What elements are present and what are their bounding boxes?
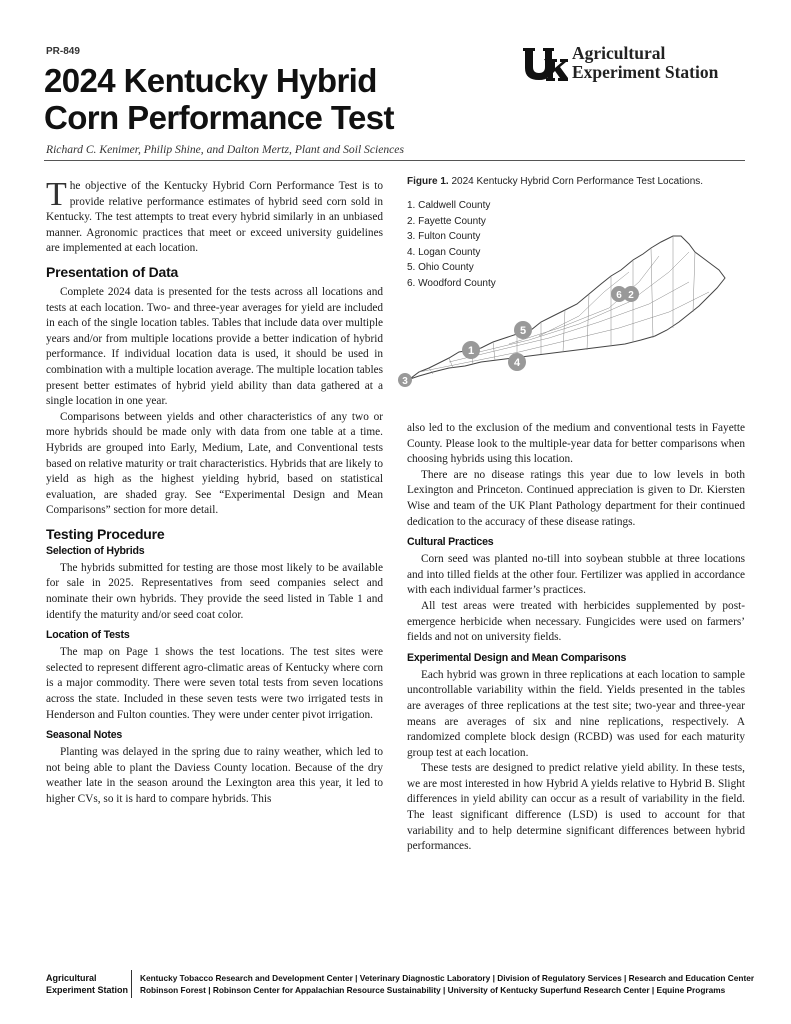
seasonal-paragraph-a: Planting was delayed in the spring due to rainy weather, which led to not being able to plant the Daviess County location. Because of the dry weather late in the season around the Lexington area this year, it led to higher CVs, so it is hard to compare hybrids. This [46, 746, 383, 805]
svg-text:1: 1 [467, 345, 475, 357]
uk-logo-icon [522, 46, 568, 84]
marker-fayette [623, 286, 639, 302]
svg-text:2: 2 [628, 290, 634, 301]
kentucky-map [389, 212, 729, 422]
selection-paragraph: The hybrids submitted for testing are those most likely to be available for sale in 2025. Representatives from seed companies select and nominate their own hybrids. They provide the seed listed in Table 1 and identify the maturity and/or seed coat color. [46, 561, 383, 621]
design-paragraph-1: Each hybrid was grown in three replications at each location to sample uncontrollable variability within the field. Yields presented in the tables are averages of three replications at the test site; two-year and three-year means are averages of six and nine replications, respectively. A randomized complete block design (RCBD) was used for each maturity group test at each location. [407, 668, 745, 759]
page-title [44, 62, 504, 136]
marker-ohio [514, 321, 532, 339]
heading-presentation: Presentation of Data [46, 263, 179, 280]
location-paragraph: The map on Page 1 shows the test locations. The test sites were selected to represent different agro-climatic areas of Kentucky where corn is a major commodity. There were seven total tests from seven locations across the state. Included in these seven tests were two irrigated tests in Henderson and Fulton counties. They were under center pivot irrigation. [46, 646, 383, 721]
footer-left-line-1: Agricultural [46, 973, 97, 983]
uk-aes-logo [522, 44, 747, 88]
footer-right-line-1: Kentucky Tobacco Research and Development Center | Veterinary Diagnostic Laboratory | Division of Regulatory Services | Research and Education Center [140, 973, 755, 983]
figure-caption [407, 176, 747, 187]
heading-testing-procedure: Testing Procedure [46, 525, 165, 542]
location-item: 6. Woodford County [407, 277, 496, 289]
title-line-1: 2024 Kentucky Hybrid [44, 62, 377, 99]
footer-aes [46, 972, 128, 996]
svg-text:6: 6 [616, 290, 622, 301]
footer-right-line-2: Robinson Forest | Robinson Center for Appalachian Resource Sustainability | University of Kentucky Superfund Research Center | Equine Programs [140, 985, 726, 995]
state-outline [399, 236, 725, 382]
heading-seasonal: Seasonal Notes [46, 729, 123, 742]
header-rule [44, 160, 745, 161]
seasonal-paragraph-c: There are no disease ratings this year due to low levels in both Lexington and Princeton. Continued appreciation is given to Dr. Kiersten Wise and team of the UK Plant Pathology department for their continued dedication to the accuracy of these disease ratings. [407, 468, 745, 528]
marker-caldwell [462, 341, 480, 359]
heading-location: Location of Tests [46, 629, 130, 642]
footer-divider [131, 970, 132, 998]
title-line-2: Corn Performance Test [44, 99, 394, 136]
authors-line: Richard C. Kenimer, Philip Shine, and Dalton Mertz, Plant and Soil Sciences [46, 143, 404, 156]
intro-paragraph: The objective of the Kentucky Hybrid Corn Performance Test is to provide relative performance estimates of hybrid seed corn sold in Kentucky. The test attempts to treat every hybrid similarly in an unbiased manner. Agronomic practices that meet or exceed university guidelines are implemented at each location. [46, 176, 383, 255]
presentation-paragraph-1: Complete 2024 data is presented for the tests across all locations and tests at each location. Two- and three-year averages for yield are included in each of the single location tables. Tables that include data over multiple years and/or from multiple locations provide a better indication of hybrid performance. If individual location data is used, it should be used in combination with a multiple location average. The multiple location tables present better estimates of hybrid yield ability than data gathered at a single location in one year. [46, 285, 383, 408]
figure-label: Figure 1. [407, 176, 449, 187]
figure-caption-text: 2024 Kentucky Hybrid Corn Performance Test Locations. [451, 176, 704, 187]
logo-text [572, 44, 718, 82]
left-column [46, 176, 383, 808]
location-item: 2. Fayette County [407, 215, 486, 227]
design-paragraph-2: These tests are designed to predict relative yield ability. In these tests, we are most interested in how Hybrid A yields relative to Hybrid B. Slight differences in yield ability can occur as a result of variability in the field. The least significant difference (LSD) is used to account for that variability and to help determine significant differences between hybrid performances. [407, 762, 745, 853]
svg-text:3: 3 [402, 376, 408, 387]
publication-number: PR-849 [46, 46, 80, 57]
footer-units [140, 972, 755, 996]
location-item: 1. Caldwell County [407, 200, 491, 211]
drop-cap: T [46, 176, 67, 213]
location-item: 5. Ohio County [407, 262, 474, 274]
svg-text:4: 4 [513, 357, 521, 369]
cultural-paragraph-2: All test areas were treated with herbicides supplemented by post-emergence herbicide when necessary. Fungicides were used on farmers’ fields and not on university fields. [407, 599, 745, 644]
marker-fulton [398, 373, 412, 387]
seasonal-paragraph-b: also led to the exclusion of the medium and conventional tests in Fayette County. Please look to the multiple-year data for better comparisons when choosing hybrids using this location. [407, 422, 745, 466]
cultural-paragraph-1: Corn seed was planted no-till into soybean stubble at three locations and into tilled fields at the other four. Fertilizer was applied in accordance with each individual farmer’s practices. [407, 553, 745, 597]
location-item: 4. Logan County [407, 246, 481, 258]
logo-line-2: Experiment Station [572, 62, 719, 82]
heading-design: Experimental Design and Mean Comparisons [407, 651, 627, 664]
right-column [407, 421, 745, 855]
logo-line-1: Agricultural [572, 43, 666, 63]
presentation-paragraph-2: Comparisons between yields and other characteristics of any two or more hybrids should be made only with data from one table at a time. Hybrids are grouped into Early, Medium, Late, and Conventional tests based on relative maturity or trait characteristics. Hybrids that are likely to yield as high as the highest yielding hybrid, based on statistical evaluation, are shaded gray. See “Experimental Design and Mean Comparisons” section for more detail. [46, 410, 383, 517]
footer-left-line-2: Experiment Station [46, 985, 129, 995]
location-item: 3. Fulton County [407, 231, 481, 243]
marker-logan [508, 353, 526, 371]
figure-1 [402, 176, 747, 416]
heading-cultural: Cultural Practices [407, 536, 494, 549]
heading-selection: Selection of Hybrids [46, 544, 145, 557]
svg-text:5: 5 [519, 325, 527, 337]
